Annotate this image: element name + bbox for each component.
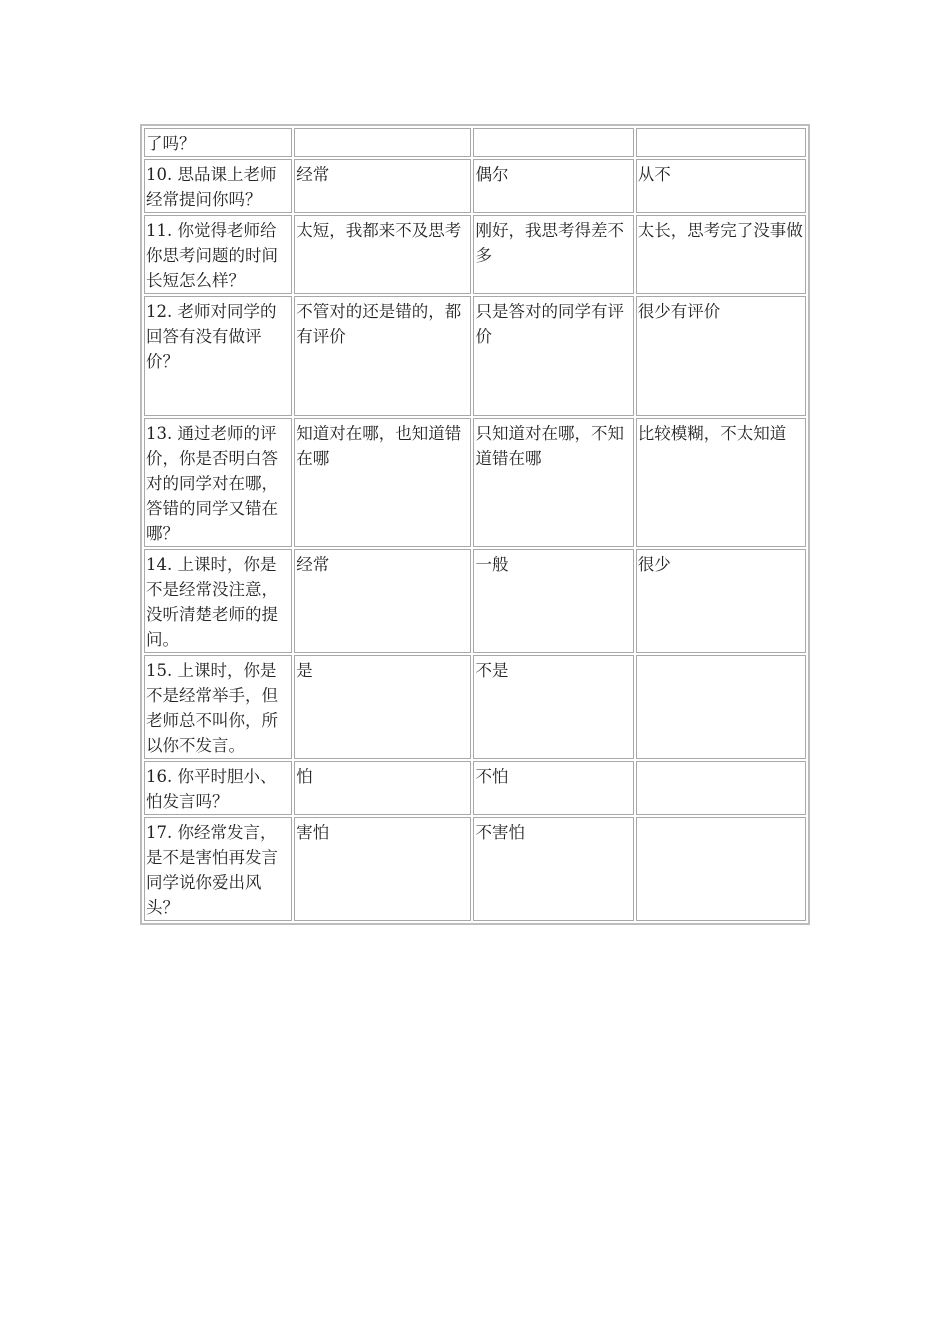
option-c-cell: 比较模糊，不太知道 xyxy=(636,418,806,547)
option-c-cell: 太长，思考完了没事做 xyxy=(636,215,806,294)
question-cell: 10. 思品课上老师经常提问你吗？ xyxy=(144,159,292,213)
option-b-cell: 只是答对的同学有评价 xyxy=(473,296,633,416)
option-a-cell: 害怕 xyxy=(294,817,471,921)
question-cell: 11. 你觉得老师给你思考问题的时间长短怎么样？ xyxy=(144,215,292,294)
table-row xyxy=(144,761,806,815)
table-row xyxy=(144,296,806,416)
option-a-cell: 怕 xyxy=(294,761,471,815)
question-cell: 17. 你经常发言，是不是害怕再发言同学说你爱出风头？ xyxy=(144,817,292,921)
option-b-cell: 只知道对在哪，不知道错在哪 xyxy=(473,418,633,547)
option-b-cell: 偶尔 xyxy=(473,159,633,213)
option-c-cell: 从不 xyxy=(636,159,806,213)
question-cell: 14. 上课时，你是不是经常没注意，没听清楚老师的提问。 xyxy=(144,549,292,653)
option-a-cell: 太短，我都来不及思考 xyxy=(294,215,471,294)
option-a-cell: 经常 xyxy=(294,159,471,213)
table-row xyxy=(144,817,806,921)
option-c-cell xyxy=(636,655,806,759)
option-c-cell: 很少有评价 xyxy=(636,296,806,416)
option-a-cell: 是 xyxy=(294,655,471,759)
question-cell: 了吗？ xyxy=(144,128,292,157)
option-c-cell: 很少 xyxy=(636,549,806,653)
option-b-cell xyxy=(473,128,633,157)
option-b-cell: 不怕 xyxy=(473,761,633,815)
option-c-cell xyxy=(636,817,806,921)
table-row xyxy=(144,549,806,653)
option-c-cell xyxy=(636,761,806,815)
option-c-cell xyxy=(636,128,806,157)
option-b-cell: 刚好，我思考得差不多 xyxy=(473,215,633,294)
table-row xyxy=(144,418,806,547)
option-a-cell: 经常 xyxy=(294,549,471,653)
option-b-cell: 不是 xyxy=(473,655,633,759)
option-a-cell xyxy=(294,128,471,157)
survey-table xyxy=(140,124,810,925)
table-row xyxy=(144,215,806,294)
option-a-cell: 不管对的还是错的，都有评价 xyxy=(294,296,471,416)
table-row xyxy=(144,159,806,213)
question-cell: 12. 老师对同学的回答有没有做评价？ xyxy=(144,296,292,416)
table-row xyxy=(144,128,806,157)
question-cell: 16. 你平时胆小、怕发言吗？ xyxy=(144,761,292,815)
question-cell: 13. 通过老师的评价，你是否明白答对的同学对在哪，答错的同学又错在哪？ xyxy=(144,418,292,547)
option-a-cell: 知道对在哪，也知道错在哪 xyxy=(294,418,471,547)
option-b-cell: 不害怕 xyxy=(473,817,633,921)
table-row xyxy=(144,655,806,759)
question-cell: 15. 上课时，你是不是经常举手，但老师总不叫你，所以你不发言。 xyxy=(144,655,292,759)
option-b-cell: 一般 xyxy=(473,549,633,653)
